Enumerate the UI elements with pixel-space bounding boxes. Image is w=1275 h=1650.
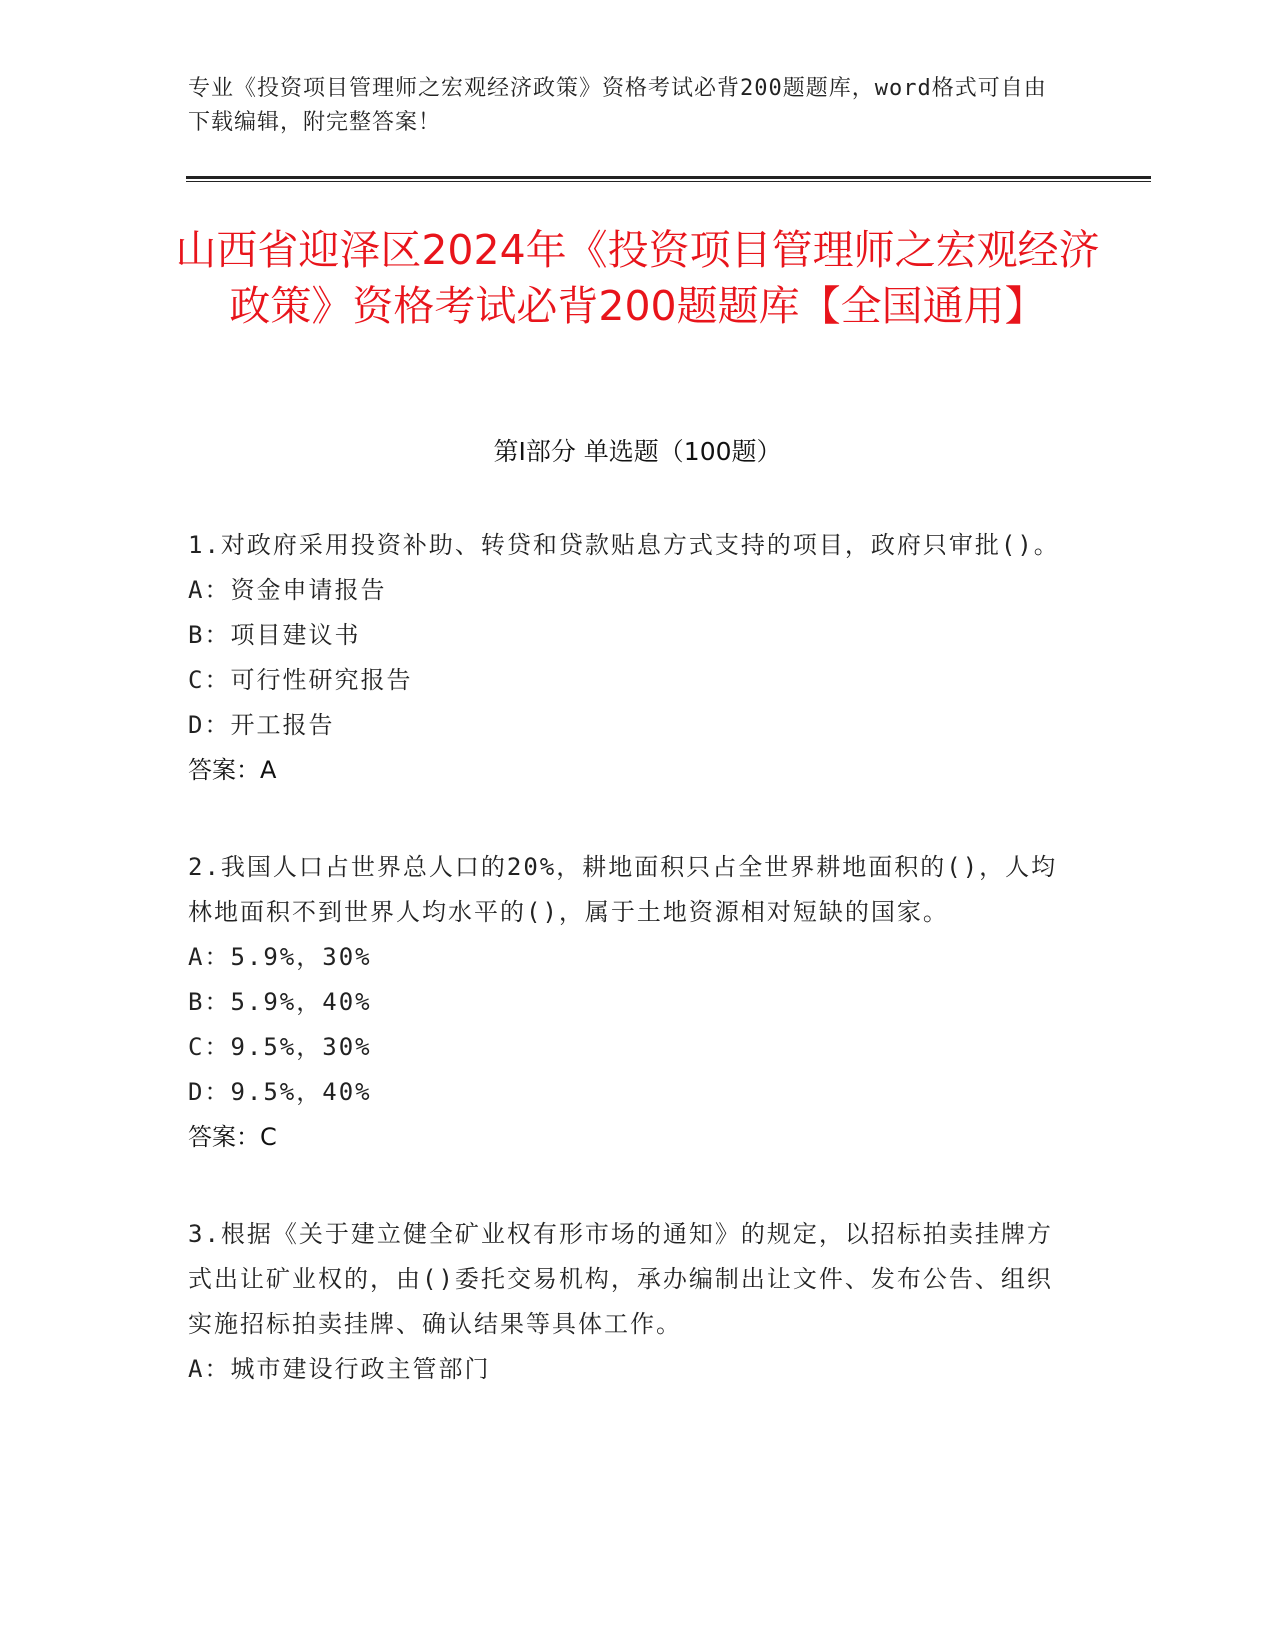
header-divider-thin (186, 181, 1151, 182)
option-d: D：9.5%，40% (188, 1078, 372, 1106)
header-divider-thick (186, 176, 1151, 179)
option-c: C：9.5%，30% (188, 1033, 372, 1061)
question-list (188, 523, 1068, 1444)
answer-line: 答案：A (188, 756, 277, 784)
option-b: B：5.9%，40% (188, 988, 372, 1016)
question-1 (188, 523, 1068, 793)
answer-line: 答案：C (188, 1123, 277, 1151)
option-c: C：可行性研究报告 (188, 666, 413, 694)
option-a: A：城市建设行政主管部门 (188, 1355, 491, 1383)
option-a: A：5.9%，30% (188, 943, 372, 971)
option-a: A：资金申请报告 (188, 576, 387, 604)
option-d: D：开工报告 (188, 711, 335, 739)
question-stem: 1.对政府采用投资补助、转贷和贷款贴息方式支持的项目，政府只审批()。 (188, 531, 1060, 559)
option-b: B：项目建议书 (188, 621, 361, 649)
question-stem: 3.根据《关于建立健全矿业权有形市场的通知》的规定，以招标拍卖挂牌方式出让矿业权的，由()委托交易机构，承办编制出让文件、发布公告、组织实施招标拍卖挂牌、确认结果等具体工作。 (188, 1220, 1053, 1338)
question-stem: 2.我国人口占世界总人口的20%，耕地面积只占全世界耕地面积的()，人均林地面积不到世界人均水平的()，属于土地资源相对短缺的国家。 (188, 853, 1058, 926)
header-note: 专业《投资项目管理师之宏观经济政策》资格考试必背200题题库，word格式可自由下载编辑，附完整答案！ (188, 76, 1047, 135)
question-3 (188, 1212, 1068, 1392)
document-title: 山西省迎泽区2024年《投资项目管理师之宏观经济政策》资格考试必背200题题库【全国通用】 (175, 226, 1100, 330)
question-2 (188, 845, 1068, 1160)
section-title: 第I部分 单选题（100题） (493, 437, 782, 466)
